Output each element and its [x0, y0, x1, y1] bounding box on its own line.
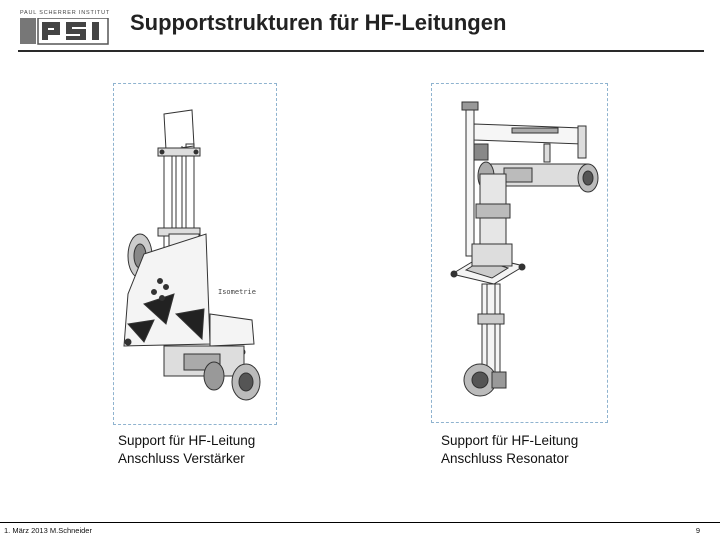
psi-logo-mark: [20, 18, 112, 46]
slide-title: Supportstrukturen für HF-Leitungen: [130, 10, 507, 35]
page-number: 9: [695, 526, 700, 535]
amplifier-support-drawing: [114, 84, 276, 424]
resonator-support-drawing: [432, 84, 607, 422]
caption-amplifier-line2: Anschluss Verstärker: [118, 451, 245, 466]
footer-divider: [0, 522, 720, 523]
caption-resonator: [441, 432, 578, 468]
caption-amplifier-line1: Support für HF-Leitung: [118, 433, 256, 448]
figure-amplifier-support: [113, 83, 277, 425]
figure-resonator-support: [431, 83, 608, 423]
isometrie-label: Isometrie: [218, 288, 256, 296]
title-divider: [18, 50, 704, 52]
caption-resonator-line1: Support für HF-Leitung: [441, 433, 579, 448]
caption-resonator-line2: Anschluss Resonator: [441, 451, 569, 466]
psi-logo: [20, 10, 112, 46]
caption-amplifier: [118, 432, 255, 468]
footer-date-author: 1. März 2013 M.Schneider: [4, 526, 92, 535]
logo-institute-text: PAUL SCHERRER INSTITUT: [20, 10, 111, 16]
